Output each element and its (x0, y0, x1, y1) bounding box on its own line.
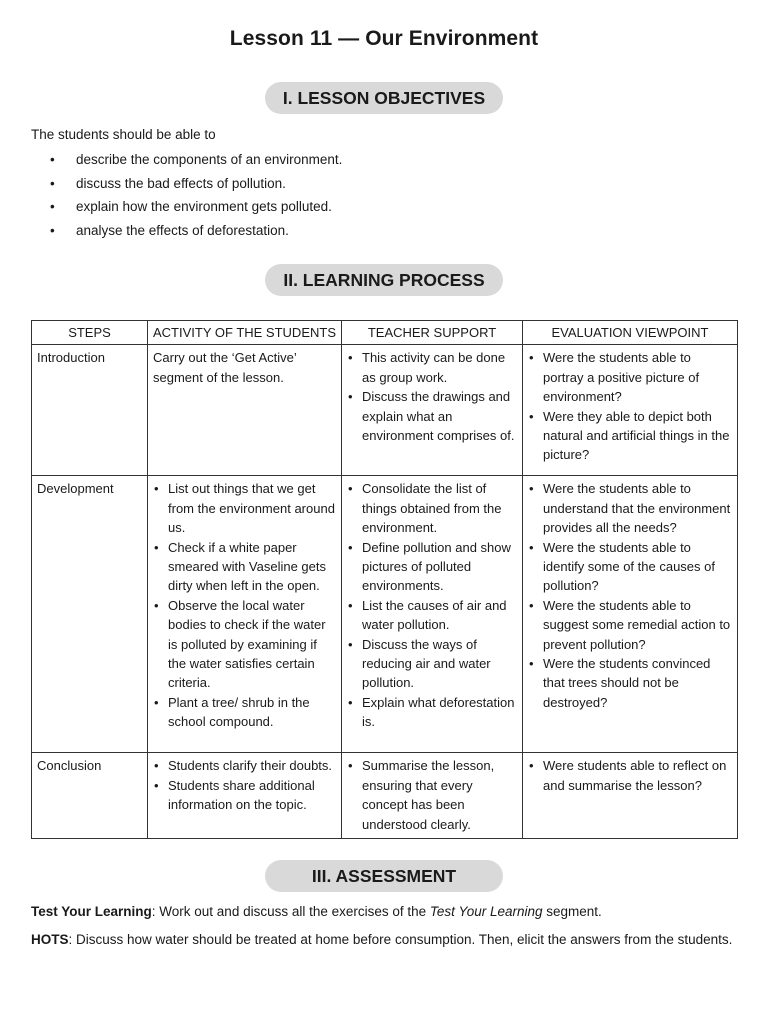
item-text: Define pollution and show pictures of polluted environments. (362, 539, 511, 594)
list-item (347, 538, 517, 596)
item-text: Explain what deforestation is. (362, 694, 515, 730)
list-item (153, 596, 336, 693)
bullet-icon: • (348, 350, 353, 366)
step-cell: Development (32, 476, 148, 753)
support-cell (342, 476, 523, 753)
bullet-icon: • (348, 389, 353, 405)
header-steps: STEPS (32, 321, 148, 345)
support-cell (342, 345, 523, 476)
bullet-icon: • (529, 350, 534, 366)
evaluation-cell (523, 345, 738, 476)
learning-process-table (31, 320, 738, 839)
activity-cell (148, 753, 342, 839)
bullet-icon: • (348, 758, 353, 774)
bullet-icon: • (348, 694, 353, 710)
table-header-row (32, 321, 738, 345)
list-item (528, 407, 732, 465)
item-text: Were the students able to portray a positive picture of environment? (543, 350, 700, 405)
evaluation-cell (523, 753, 738, 839)
list-item (153, 479, 336, 537)
list-item (153, 538, 336, 596)
hots-label: HOTS (31, 932, 69, 947)
header-teacher-support: TEACHER SUPPORT (342, 321, 523, 345)
objective-item (50, 197, 342, 221)
tyl-text-1: : Work out and discuss all the exercises of the (151, 904, 430, 919)
support-cell (342, 753, 523, 839)
list-item (347, 756, 517, 834)
test-your-learning-line (31, 902, 711, 921)
item-text: Check if a white paper smeared with Vaseline gets dirty when left in the open. (168, 539, 327, 594)
list-item (528, 654, 732, 712)
activity-cell: Carry out the ‘Get Active’ segment of the lesson. (148, 345, 342, 476)
item-text: Discuss the ways of reducing air and water pollution. (362, 636, 491, 691)
objective-text: analyse the effects of deforestation. (76, 222, 289, 238)
objective-text: describe the components of an environment. (76, 152, 343, 167)
hots-line (31, 930, 739, 949)
bullet-icon: • (154, 481, 159, 497)
item-text: Observe the local water bodies to check if the water is polluted by examining if the water satisfies certain criteria. (168, 597, 326, 691)
bullet-icon: • (529, 597, 534, 613)
item-text: This activity can be done as group work. (362, 350, 506, 385)
bullet-icon: • (50, 222, 55, 238)
list-item (347, 348, 517, 387)
test-your-learning-label: Test Your Learning (31, 904, 152, 919)
item-text: Were students able to reflect on and summarise the lesson? (543, 758, 727, 793)
activity-cell (148, 476, 342, 753)
list-item (347, 479, 517, 537)
item-text: Were the students able to understand that the environment provides all the needs? (543, 481, 731, 536)
bullet-icon: • (50, 152, 55, 167)
item-text: List the causes of air and water pollution. (362, 597, 507, 633)
section-heading-assessment: III. ASSESSMENT (265, 860, 503, 892)
bullet-icon: • (348, 636, 353, 652)
bullet-icon: • (529, 539, 534, 555)
list-item (528, 348, 732, 406)
item-text: Students share additional information on the topic. (168, 777, 315, 813)
bullet-icon: • (529, 408, 534, 424)
step-cell: Conclusion (32, 753, 148, 839)
item-text: Students clarify their doubts. (168, 758, 333, 774)
item-text: Discuss the drawings and explain what an environment comprises of. (362, 389, 515, 444)
list-item (528, 756, 732, 795)
bullet-icon: • (348, 597, 353, 613)
bullet-icon: • (348, 539, 353, 555)
bullet-icon: • (529, 758, 534, 774)
item-text: Were the students able to suggest some remedial action to prevent pollution? (543, 597, 731, 652)
objectives-list (50, 150, 342, 244)
list-item (347, 635, 517, 693)
hots-text: : Discuss how water should be treated at home before consumption. Then, elicit the answers from the students. (68, 932, 733, 947)
bullet-icon: • (348, 481, 353, 497)
list-item (153, 693, 336, 732)
list-item (153, 776, 336, 815)
item-text: List out things that we get from the environment around us. (168, 481, 335, 536)
section-heading-objectives: I. LESSON OBJECTIVES (265, 82, 503, 114)
objectives-intro: The students should be able to (31, 127, 216, 142)
table-row-introduction (32, 345, 738, 476)
list-item (153, 756, 336, 775)
table-row-conclusion (32, 753, 738, 839)
bullet-icon: • (50, 175, 55, 191)
item-text: Consolidate the list of things obtained from the environment. (362, 481, 502, 536)
list-item (347, 693, 517, 732)
list-item (347, 596, 517, 635)
bullet-icon: • (154, 694, 159, 710)
header-activity: ACTIVITY OF THE STUDENTS (148, 321, 342, 345)
page-title: Lesson 11 — Our Environment (229, 27, 539, 50)
tyl-italic: Test Your Learning (429, 904, 543, 919)
bullet-icon: • (154, 777, 159, 793)
objective-text: discuss the bad effects of pollution. (76, 175, 286, 191)
objective-item (50, 150, 342, 174)
bullet-icon: • (154, 539, 159, 555)
item-text: Were they able to depict both natural and artificial things in the picture? (543, 408, 730, 463)
objective-text: explain how the environment gets polluted. (76, 199, 332, 214)
objective-item (50, 174, 342, 198)
bullet-icon: • (154, 597, 159, 613)
objective-item (50, 221, 342, 245)
table-row-development (32, 476, 738, 753)
list-item (528, 479, 732, 537)
bullet-icon: • (50, 199, 55, 214)
item-text: Were the students able to identify some of the causes of pollution? (543, 539, 715, 594)
evaluation-cell (523, 476, 738, 753)
item-text: Were the students convinced that trees should not be destroyed? (543, 656, 711, 710)
list-item (347, 387, 517, 445)
bullet-icon: • (529, 481, 534, 497)
header-evaluation: EVALUATION VIEWPOINT (523, 321, 738, 345)
bullet-icon: • (154, 758, 159, 774)
list-item (528, 538, 732, 596)
step-cell: Introduction (32, 345, 148, 476)
bullet-icon: • (529, 656, 534, 672)
tyl-text-2: segment. (542, 904, 602, 919)
list-item (528, 596, 732, 654)
section-heading-learning-process: II. LEARNING PROCESS (265, 264, 503, 296)
item-text: Plant a tree/ shrub in the school compound. (168, 694, 310, 730)
item-text: Summarise the lesson, ensuring that every concept has been understood clearly. (362, 758, 495, 832)
